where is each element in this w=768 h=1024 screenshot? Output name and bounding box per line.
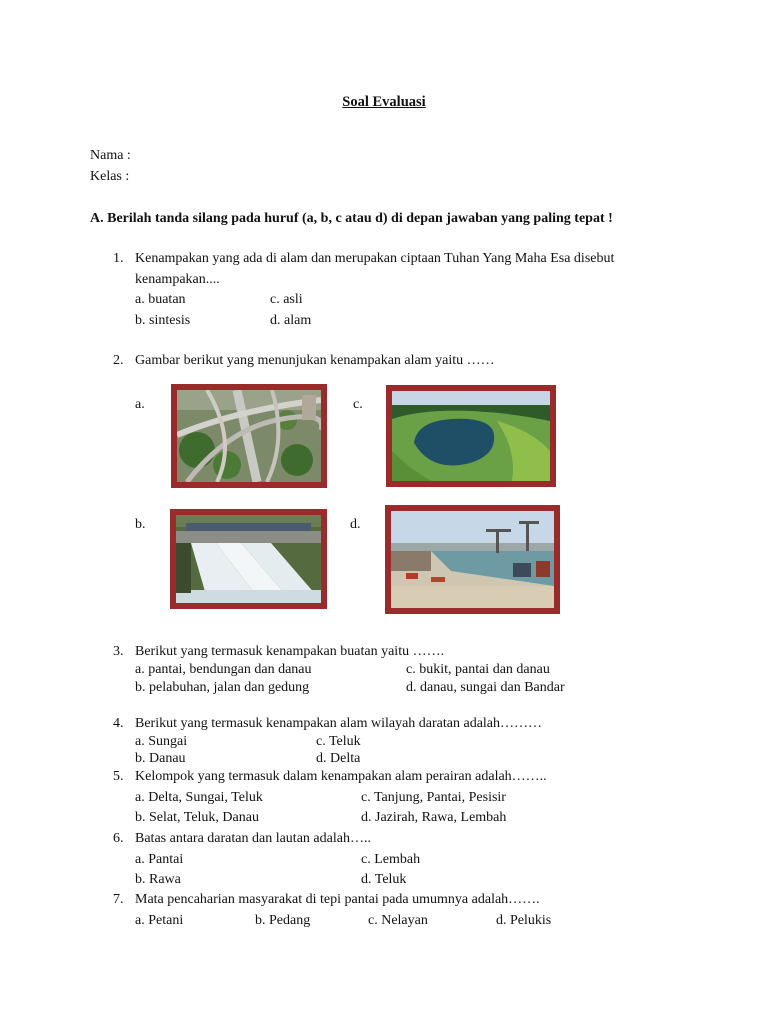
option-a: a. Sungai	[135, 734, 188, 749]
option-b: b. sintesis	[135, 313, 191, 328]
option-b: b. Pedang	[255, 913, 311, 928]
question-number: 4.	[113, 716, 124, 731]
option-c: c. asli	[270, 292, 303, 307]
question-number: 6.	[113, 831, 124, 846]
question-text: Kelompok yang termasuk dalam kenampakan alam perairan adalah……..	[135, 769, 547, 784]
option-d: d. alam	[270, 313, 312, 328]
question-text: Mata pencaharian masyarakat di tepi pantai pada umumnya adalah…….	[135, 892, 540, 907]
option-a: a. Delta, Sungai, Teluk	[135, 790, 263, 805]
question-text: Batas antara daratan dan lautan adalah…..	[135, 831, 371, 846]
option-a: a. pantai, bendungan dan danau	[135, 662, 312, 677]
harbor-image	[385, 505, 560, 614]
option-a: a.	[135, 397, 145, 412]
class-field-label: Kelas :	[90, 169, 130, 184]
option-b: b.	[135, 517, 146, 532]
name-field-label: Nama :	[90, 148, 131, 163]
option-c: c.	[353, 397, 363, 412]
option-b: b. Rawa	[135, 872, 181, 887]
option-c: c. Teluk	[316, 734, 361, 749]
option-b: b. pelabuhan, jalan dan gedung	[135, 680, 310, 695]
option-d: d. Teluk	[361, 872, 407, 887]
option-a: a. Pantai	[135, 852, 184, 867]
dam-image	[170, 509, 327, 609]
question-text: Berikut yang termasuk kenampakan buatan yaitu …….	[135, 644, 445, 659]
option-d: d. Pelukis	[496, 913, 552, 928]
question-number: 7.	[113, 892, 124, 907]
question-text: Berikut yang termasuk kenampakan alam wilayah daratan adalah………	[135, 716, 543, 731]
question-number: 3.	[113, 644, 124, 659]
option-c: c. Lembah	[361, 852, 421, 867]
lake-image	[386, 385, 556, 487]
question-number: 5.	[113, 769, 124, 784]
question-number: 2.	[113, 353, 124, 368]
section-a-instruction: A. Berilah tanda silang pada huruf (a, b, c atau d) di depan jawaban yang paling tepat !	[90, 211, 613, 226]
option-b: b. Danau	[135, 751, 186, 766]
question-number: 1.	[113, 251, 124, 266]
option-d: d. danau, sungai dan Bandar	[406, 680, 565, 695]
option-b: b. Selat, Teluk, Danau	[135, 810, 259, 825]
option-d: d.	[350, 517, 361, 532]
option-c: c. bukit, pantai dan danau	[406, 662, 550, 677]
question-text-continued: kenampakan....	[135, 272, 220, 287]
option-a: a. Petani	[135, 913, 184, 928]
option-d: d. Delta	[316, 751, 361, 766]
option-c: c. Nelayan	[368, 913, 428, 928]
highway-interchange-image	[171, 384, 327, 488]
option-a: a. buatan	[135, 292, 186, 307]
option-c: c. Tanjung, Pantai, Pesisir	[361, 790, 506, 805]
option-d: d. Jazirah, Rawa, Lembah	[361, 810, 507, 825]
question-text: Kenampakan yang ada di alam dan merupakan ciptaan Tuhan Yang Maha Esa disebut	[135, 251, 615, 266]
page-title: Soal Evaluasi	[342, 94, 426, 110]
question-text: Gambar berikut yang menunjukan kenampakan alam yaitu ……	[135, 353, 495, 368]
